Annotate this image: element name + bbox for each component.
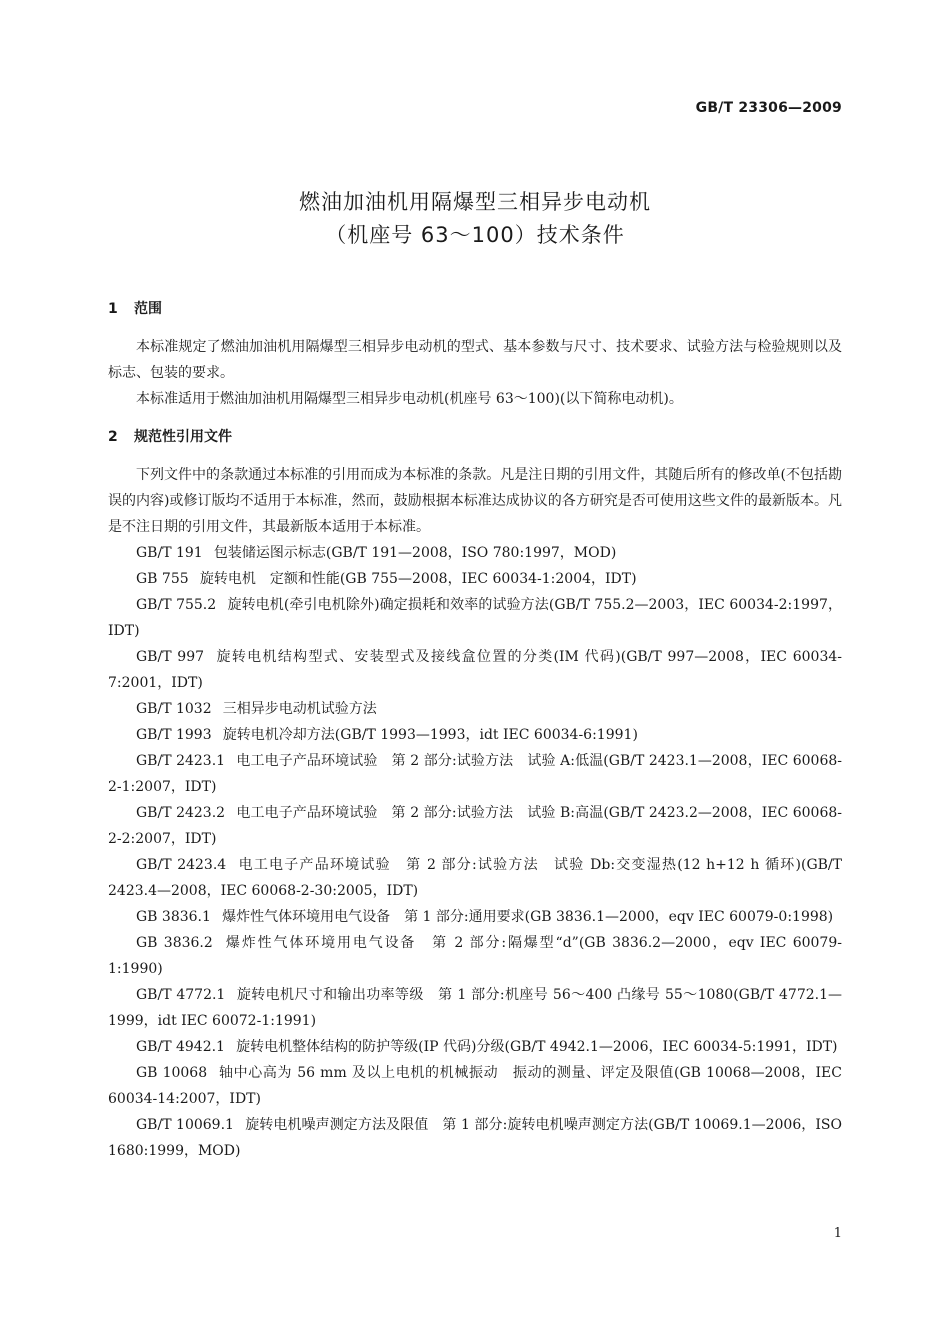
reference-text: 旋转电机尺寸和输出功率等级 第 1 部分:机座号 56～400 凸缘号 55～1080(GB/T 4772.1—1999，idt IEC 60072-1:1991) [108,987,842,1029]
reference-text: 电工电子产品环境试验 第 2 部分:试验方法 试验 B:高温(GB/T 2423.2—2008，IEC 60068-2-2:2007，IDT) [108,805,842,847]
reference-entry [108,540,842,566]
reference-entry [108,1112,842,1164]
paragraph: 本标准规定了燃油加油机用隔爆型三相异步电动机的型式、基本参数与尺寸、技术要求、试验方法与检验规则以及标志、包装的要求。 [108,339,842,381]
reference-text: 旋转电机 定额和性能(GB 755—2008，IEC 60034-1:2004，IDT) [199,571,637,587]
reference-code: GB/T 2423.4 [136,857,227,873]
reference-text: 旋转电机(牵引电机除外)确定损耗和效率的试验方法(GB/T 755.2—2003，IEC 60034-2:1997，IDT) [108,597,842,639]
section-title: 范围 [134,301,162,317]
reference-text: 旋转电机噪声测定方法及限值 第 1 部分:旋转电机噪声测定方法(GB/T 10069.1—2006，ISO 1680:1999，MOD) [108,1117,842,1159]
reference-code: GB 3836.1 [136,909,211,925]
reference-entry [108,904,842,930]
reference-code: GB/T 997 [136,649,205,665]
reference-text: 电工电子产品环境试验 第 2 部分:试验方法 试验 Db:交变湿热(12 h+12 h 循环)(GB/T 2423.4—2008，IEC 60068-2-30:2005，IDT) [108,857,842,899]
reference-code: GB/T 4942.1 [136,1039,225,1055]
reference-entry [108,748,842,800]
reference-text: 爆炸性气体环境用电气设备 第 2 部分:隔爆型“d”(GB 3836.2—2000，eqv IEC 60079-1:1990) [108,935,842,977]
reference-code: GB 3836.2 [136,935,213,951]
reference-text: 旋转电机整体结构的防护等级(IP 代码)分级(GB/T 4942.1—2006，IEC 60034-5:1991，IDT) [236,1039,838,1055]
reference-entry [108,1060,842,1112]
reference-code: GB/T 755.2 [136,597,217,613]
section-number: 2 [108,429,118,445]
reference-text: 电工电子产品环境试验 第 2 部分:试验方法 试验 A:低温(GB/T 2423.1—2008，IEC 60068-2-1:2007，IDT) [108,753,842,795]
section-number: 1 [108,301,118,317]
reference-entry [108,644,842,696]
reference-entry [108,982,842,1034]
document-body [108,296,842,1164]
reference-entry [108,722,842,748]
reference-entry [108,566,842,592]
reference-entry [108,592,842,644]
reference-text: 包装储运图示标志(GB/T 191—2008，ISO 780:1997，MOD) [213,545,617,561]
reference-code: GB/T 2423.2 [136,805,226,821]
reference-text: 三相异步电动机试验方法 [222,701,377,717]
reference-code: GB/T 1032 [136,701,212,717]
reference-entry [108,930,842,982]
reference-code: GB 755 [136,571,189,587]
reference-text: 旋转电机冷却方法(GB/T 1993—1993，idt IEC 60034-6:1991) [222,727,638,743]
reference-code: GB/T 191 [136,545,203,561]
section-heading-normative-references [108,424,842,450]
document-title-line-2: （机座号 63～100）技术条件 [325,223,625,247]
reference-entry [108,800,842,852]
reference-entry [108,696,842,722]
document-title-line-1: 燃油加油机用隔爆型三相异步电动机 [299,190,651,214]
paragraph: 本标准适用于燃油加油机用隔爆型三相异步电动机(机座号 63～100)(以下简称电动机)。 [136,391,683,407]
reference-text: 轴中心高为 56 mm 及以上电机的机械振动 振动的测量、评定及限值(GB 10068—2008，IEC 60034-14:2007，IDT) [108,1065,842,1107]
reference-code: GB 10068 [136,1065,208,1081]
paragraph: 下列文件中的条款通过本标准的引用而成为本标准的条款。凡是注日期的引用文件，其随后所有的修改单(不包括勘误的内容)或修订版均不适用于本标准，然而，鼓励根据本标准达成协议的各方研究是否可使用这些文件的最新版本。凡是不注日期的引用文件，其最新版本适用于本标准。 [108,467,842,535]
reference-code: GB/T 10069.1 [136,1117,234,1133]
page-number: 1 [833,1226,842,1241]
reference-text: 爆炸性气体环境用电气设备 第 1 部分:通用要求(GB 3836.1—2000，eqv IEC 60079-0:1998) [222,909,834,925]
reference-text: 旋转电机结构型式、安装型式及接线盒位置的分类(IM 代码)(GB/T 997—2008，IEC 60034-7:2001，IDT) [108,649,842,691]
reference-code: GB/T 1993 [136,727,212,743]
section-heading-scope [108,296,842,322]
reference-entry [108,1034,842,1060]
standard-code: GB/T 23306—2009 [695,100,842,116]
section-title: 规范性引用文件 [134,429,232,445]
reference-entry [108,852,842,904]
reference-code: GB/T 4772.1 [136,987,226,1003]
reference-code: GB/T 2423.1 [136,753,226,769]
